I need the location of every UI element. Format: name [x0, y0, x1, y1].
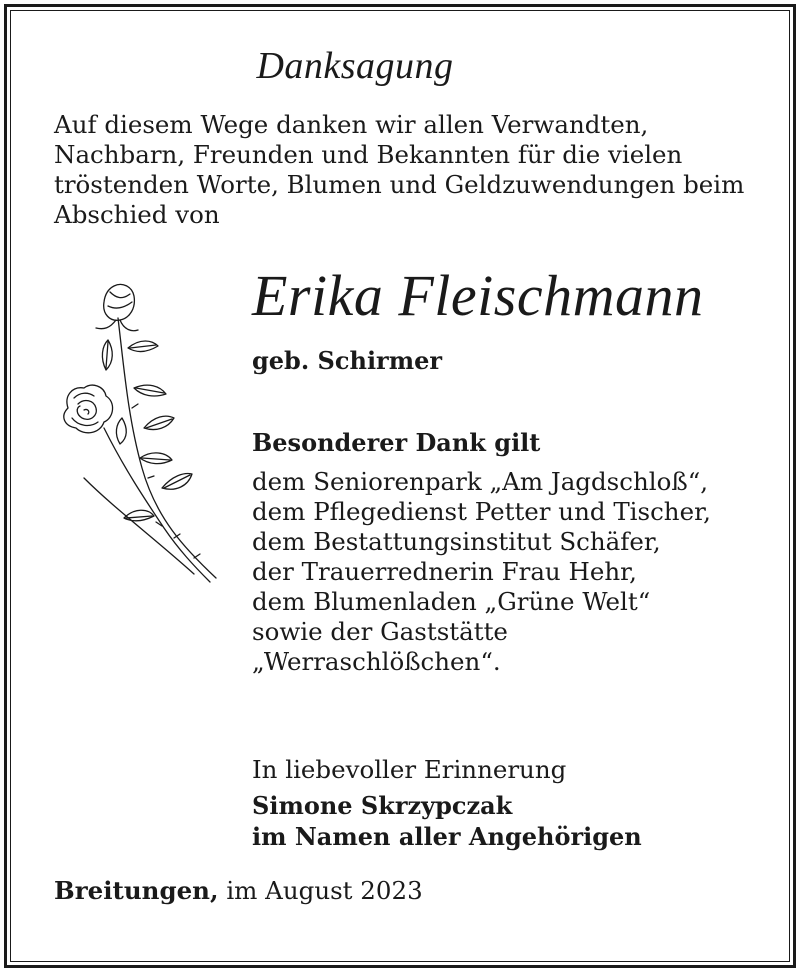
signer-name: Simone Skrzypczak — [252, 791, 513, 820]
list-item: dem Bestattungsinstitut Schäfer, — [252, 527, 661, 556]
intro-text — [54, 110, 754, 230]
place-name: Breitungen, — [54, 876, 219, 905]
place-date-line — [54, 876, 423, 905]
intro-line: Auf diesem Wege danken wir allen Verwandten, — [54, 110, 649, 139]
list-item: dem Blumenladen „Grüne Welt“ — [252, 587, 651, 616]
deceased-name: Erika Fleischmann — [252, 263, 704, 328]
rose-sketch-icon — [44, 278, 224, 588]
date-text: im August 2023 — [226, 876, 423, 905]
list-item: „Werraschlößchen“. — [252, 647, 501, 676]
list-item: sowie der Gaststätte — [252, 617, 508, 646]
maiden-name: geb. Schirmer — [252, 346, 443, 375]
on-behalf-line: im Namen aller Angehörigen — [252, 822, 642, 851]
memory-line: In liebevoller Erinnerung — [252, 755, 567, 784]
special-thanks-list — [252, 467, 732, 677]
intro-line: Nachbarn, Freunden und Bekannten für die vielen — [54, 140, 683, 169]
list-item: dem Seniorenpark „Am Jagdschloß“, — [252, 467, 709, 496]
list-item: dem Pflegedienst Petter und Tischer, — [252, 497, 711, 526]
signer-block — [252, 790, 642, 852]
intro-line: Abschied von — [54, 200, 220, 229]
special-thanks-heading: Besonderer Dank gilt — [252, 428, 541, 457]
list-item: der Trauerrednerin Frau Hehr, — [252, 557, 637, 586]
heading-title: Danksagung — [256, 45, 454, 87]
intro-line: tröstenden Worte, Blumen und Geldzuwendungen beim — [54, 170, 745, 199]
